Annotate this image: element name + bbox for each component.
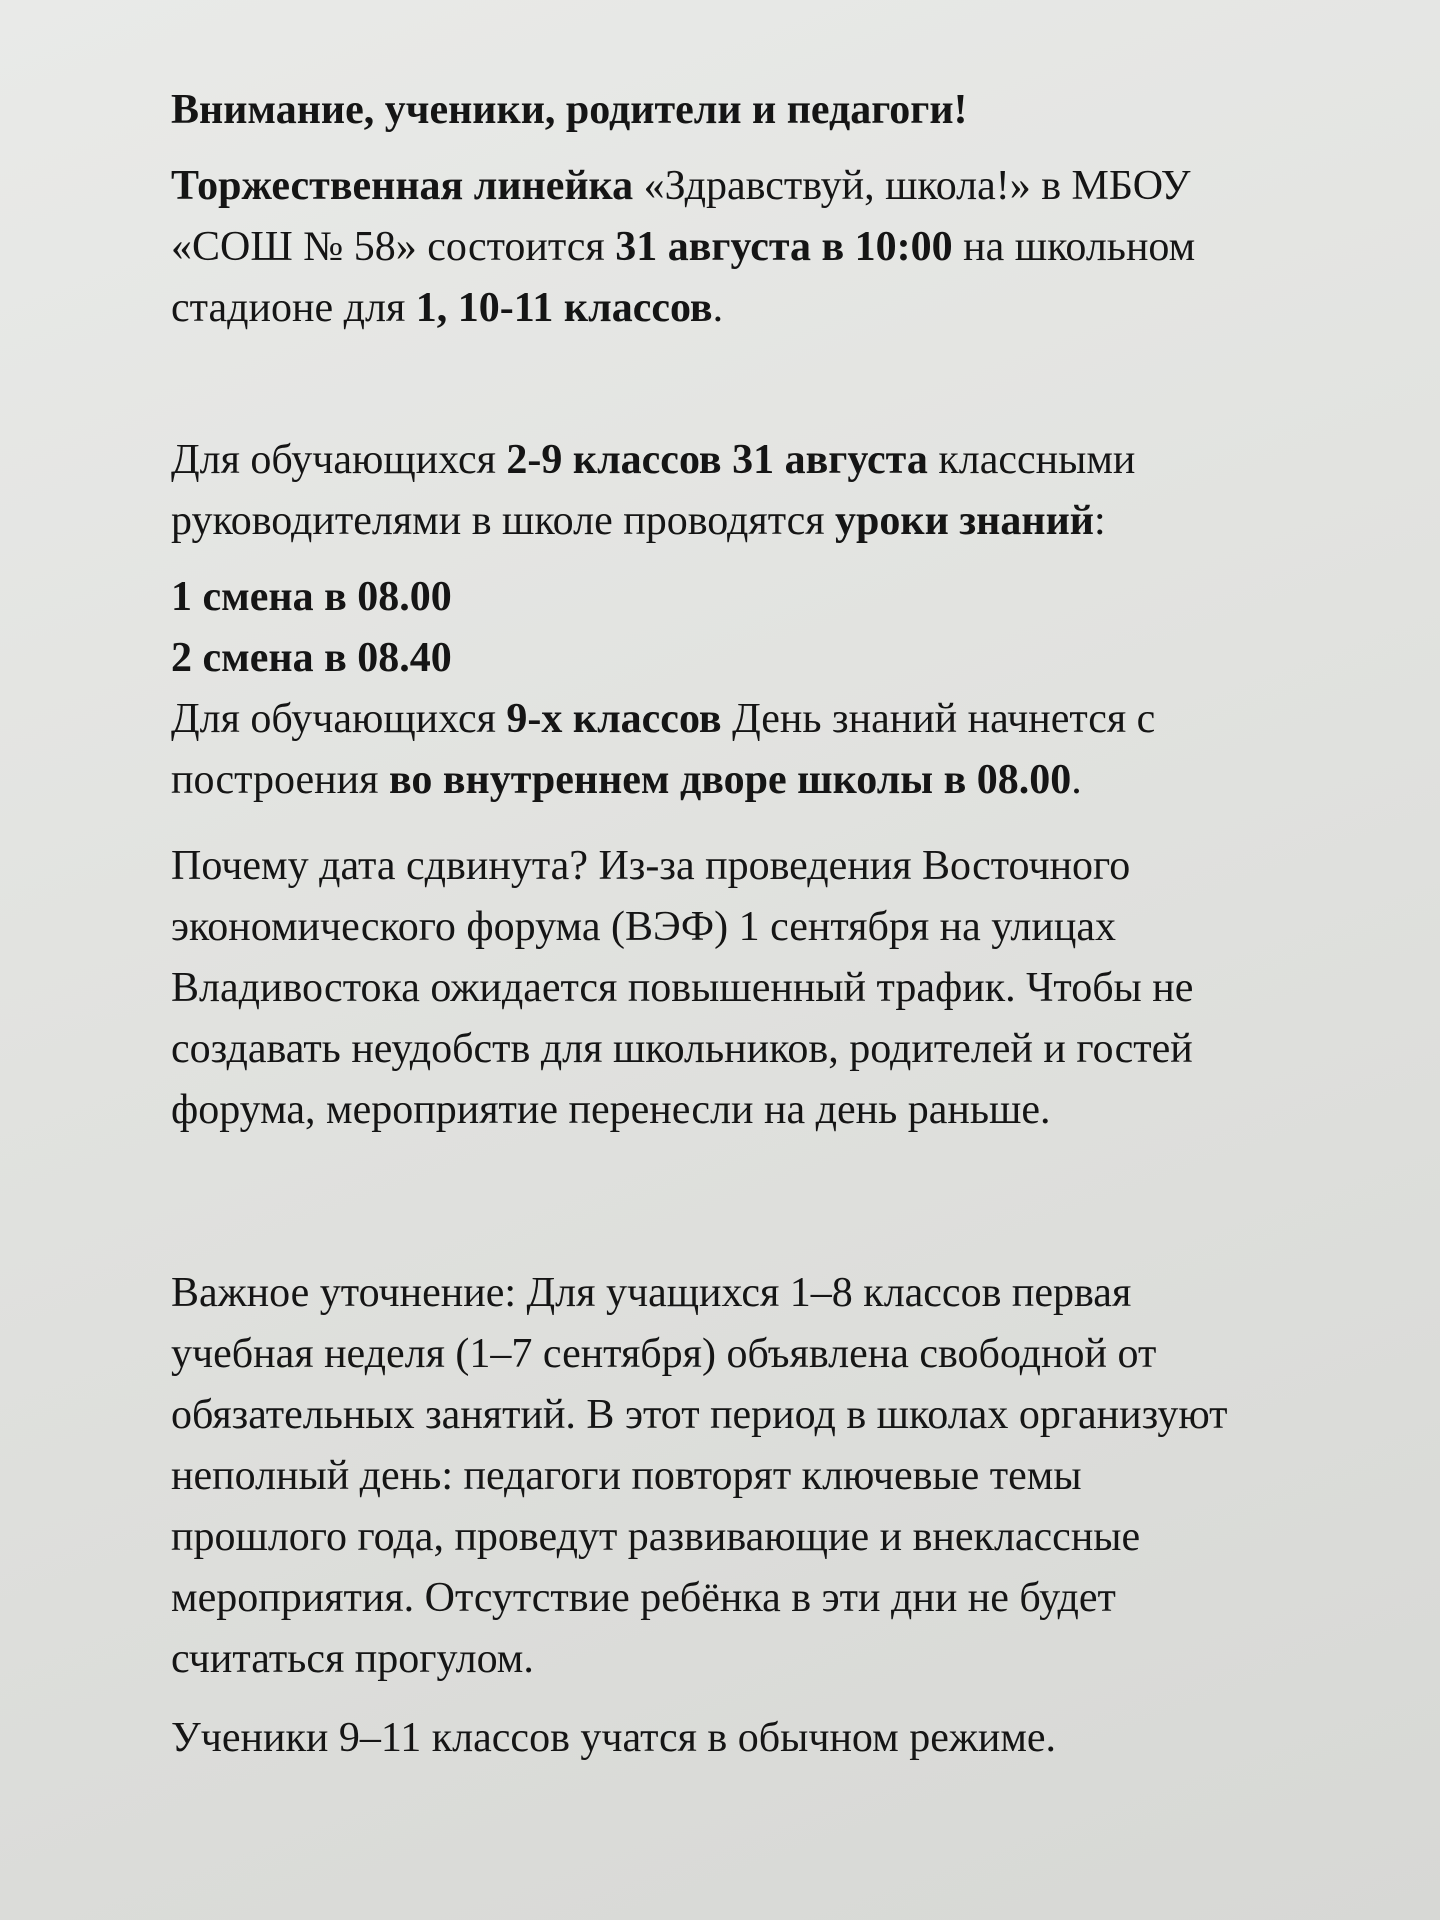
grade9-location: во внутреннем дворе школы в 08.00 [388, 757, 1072, 803]
reason-line-2: экономического форума (ВЭФ) 1 сентября на улицах [171, 904, 1116, 950]
ceremony-grades: 1, 10-11 классов [415, 285, 713, 331]
reason-line-3: Владивостока ожидается повышенный трафик. Чтобы не [171, 965, 1194, 1011]
ceremony-text-4: стадионе для [171, 285, 416, 331]
grade9-text-3: построения [171, 757, 389, 803]
ceremony-paragraph [171, 156, 1371, 339]
regular-mode-paragraph: Ученики 9–11 классов учатся в обычном режиме. [171, 1715, 1057, 1761]
ceremony-date-time: 31 августа в 10:00 [615, 224, 953, 270]
clarification-line-7: считаться прогулом. [171, 1636, 534, 1682]
clarification-line-6: мероприятия. Отсутствие ребёнка в эти дни не будет [171, 1575, 1116, 1621]
shift-1: 1 смена в 08.00 [171, 574, 452, 620]
lessons-text-2: классными [927, 437, 1136, 483]
ceremony-bold-1: Торжественная линейка [171, 163, 634, 209]
shift-2: 2 смена в 08.40 [171, 635, 452, 681]
ceremony-text-1: «Здравствуй, школа!» в МБОУ [633, 163, 1191, 209]
lessons-bold: уроки знаний [835, 498, 1094, 544]
clarification-line-5: прошлого года, проведут развивающие и внеклассные [171, 1514, 1141, 1560]
grade9-text-4: . [1071, 757, 1082, 803]
grade9-bold: 9-х классов [506, 696, 722, 742]
grade9-text-1: Для обучающихся [171, 696, 507, 742]
notice-heading: Внимание, ученики, родители и педагоги! [171, 87, 968, 133]
lessons-grades-date: 2-9 классов 31 августа [506, 437, 928, 483]
lessons-text-1: Для обучающихся [171, 437, 507, 483]
ceremony-text-2: «СОШ № 58» состоится [171, 224, 616, 270]
lessons-paragraph [171, 430, 1371, 552]
clarification-line-3: обязательных занятий. В этот период в школах организуют [171, 1392, 1228, 1438]
grade9-text-2: День знаний начнется с [721, 696, 1156, 742]
notice-text [171, 80, 1371, 1769]
clarification-paragraph [171, 1263, 1371, 1690]
lessons-text-3: руководителями в школе проводятся [171, 498, 836, 544]
clarification-line-1: Важное уточнение: Для учащихся 1–8 классов первая [171, 1270, 1132, 1316]
ceremony-text-3: на школьном [952, 224, 1196, 270]
reason-paragraph [171, 836, 1371, 1141]
shifts-paragraph [171, 567, 1371, 811]
reason-line-1: Почему дата сдвинута? Из-за проведения Восточного [171, 843, 1131, 889]
lessons-text-4: : [1093, 498, 1106, 544]
clarification-line-2: учебная неделя (1–7 сентября) объявлена свободной от [171, 1331, 1157, 1377]
reason-line-5: форума, мероприятие перенесли на день раньше. [171, 1087, 1051, 1133]
reason-line-4: создавать неудобств для школьников, родителей и гостей [171, 1026, 1193, 1072]
clarification-line-4: неполный день: педагоги повторят ключевые темы [171, 1453, 1082, 1499]
ceremony-text-5: . [712, 285, 724, 331]
